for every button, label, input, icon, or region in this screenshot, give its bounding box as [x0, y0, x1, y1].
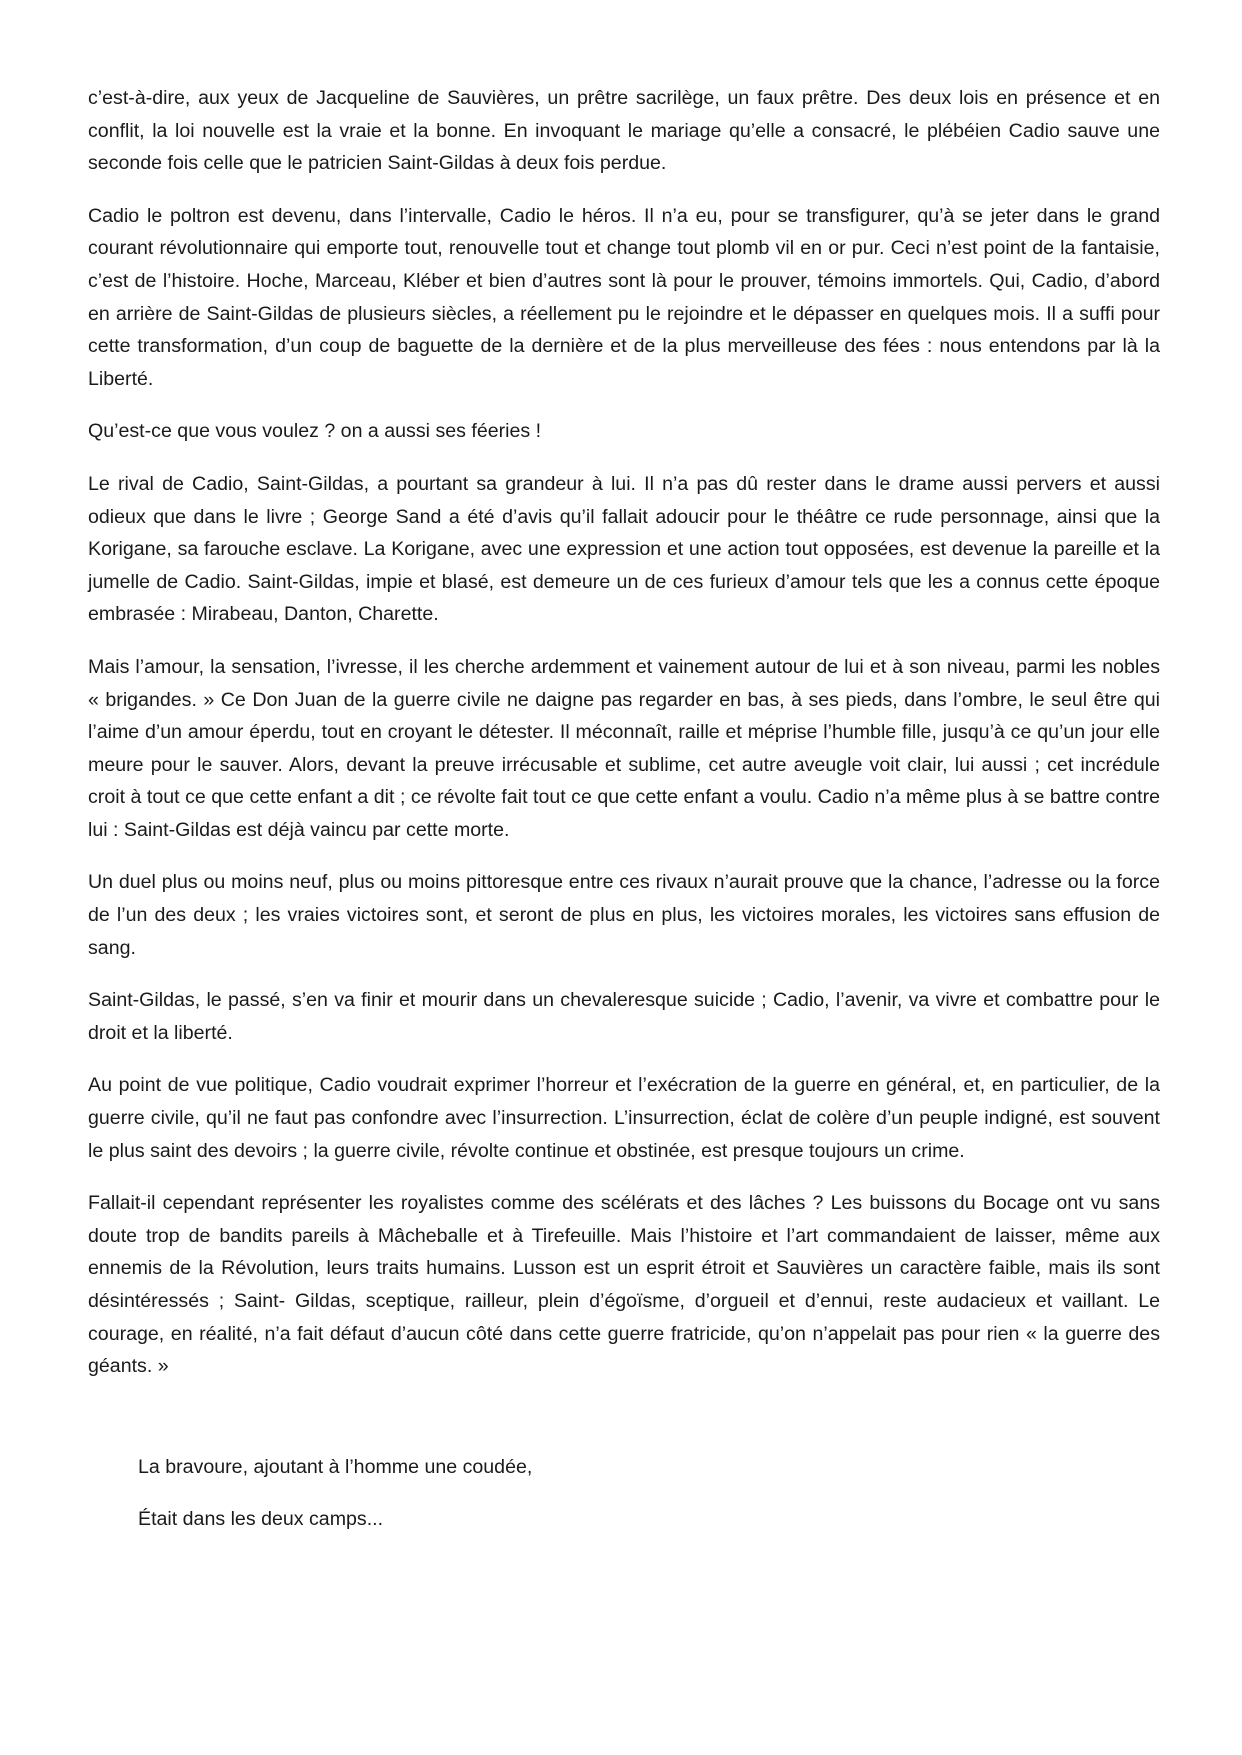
paragraph: Au point de vue politique, Cadio voudrait exprimer l’horreur et l’exécration de la guerre en général, et, en particulier, de la guerre civile, qu’il ne faut pas confondre avec l’insurrection. L’insurrection, éclat de colère d’un peuple indigné, est souvent le plus saint des devoirs ; la guerre civile, révolte continue et obstinée, est presque toujours un crime. — [88, 1074, 1160, 1162]
paragraph: Qu’est-ce que vous voulez ? on a aussi ses féeries ! — [88, 420, 542, 443]
paragraph: c’est-à-dire, aux yeux de Jacqueline de Sauvières, un prêtre sacrilège, un faux prêtre. Des deux lois en présence et en conflit, la loi nouvelle est la vraie et la bonne. En invoquant le mariage qu’elle a consacré, le plébéien Cadio sauve une seconde fois celle que le patricien Saint-Gildas à deux fois perdue. — [88, 87, 1160, 175]
verse-line: Était dans les deux camps... — [138, 1508, 384, 1531]
paragraph: Le rival de Cadio, Saint-Gildas, a pourtant sa grandeur à lui. Il n’a pas dû rester dans le drame aussi pervers et aussi odieux que dans le livre ; George Sand a été d’avis qu’il fallait adoucir pour le théâtre ce rude personnage, ainsi que la Korigane, sa farouche esclave. La Korigane, avec une expression et une action tout opposées, est devenue la pareille et la jumelle de Cadio. Saint-Gildas, impie et blasé, est demeure un de ces furieux d’amour tels que les a connus cette époque embrasée : Mirabeau, Danton, Charette. — [88, 472, 1160, 626]
document-page — [88, 82, 1160, 1556]
paragraph: Fallait-il cependant représenter les royalistes comme des scélérats et des lâches ? Les buissons du Bocage ont vu sans doute trop de bandits pareils à Mâcheballe et à Tirefeuille. Mais l’histoire et l’art commandaient de laisser, même aux ennemis de la Révolution, leurs traits humains. Lusson est un esprit étroit et Sauvières un caractère faible, mais ils sont désintéressés ; Saint- Gildas, sceptique, railleur, plein d’égoïsme, d’orgueil et d’ennui, reste audacieux et vaillant. Le courage, en réalité, n’a fait défaut d’aucun côté dans cette guerre fratricide, qu’on n’appelait pas pour rien « la guerre des géants. » — [88, 1192, 1160, 1378]
paragraph: Mais l’amour, la sensation, l’ivresse, il les cherche ardemment et vainement autour de lui et à son niveau, parmi les nobles « brigandes. » Ce Don Juan de la guerre civile ne daigne pas regarder en bas, à ses pieds, dans l’ombre, le seul être qui l’aime d’un amour éperdu, tout en croyant le détester. Il méconnaît, raille et méprise l’humble fille, jusqu’à ce qu’un jour elle meure pour le sauver. Alors, devant la preuve irrécusable et sublime, cet autre aveugle voit clair, lui aussi ; cet incrédule croit à tout ce que cette enfant a dit ; ce révolte fait tout ce que cette enfant a voulu. Cadio n’a même plus à se battre contre lui : Saint-Gildas est déjà vaincu par cette morte. — [88, 655, 1160, 841]
paragraph: Cadio le poltron est devenu, dans l’intervalle, Cadio le héros. Il n’a eu, pour se transfigurer, qu’à se jeter dans le grand courant révolutionnaire qui emporte tout, renouvelle tout et change tout plomb vil en or pur. Ceci n’est point de la fantaisie, c’est de l’histoire. Hoche, Marceau, Kléber et bien d’autres sont là pour le prouver, témoins immortels. Qui, Cadio, d’abord en arrière de Saint-Gildas de plusieurs siècles, a réellement pu le rejoindre et le dépasser en quelques mois. Il a suffi pour cette transformation, d’un coup de baguette de la dernière et de la plus merveilleuse des fées : nous entendons par là la Liberté. — [88, 204, 1160, 390]
paragraph: Un duel plus ou moins neuf, plus ou moins pittoresque entre ces rivaux n’aurait prouve que la chance, l’adresse ou la force de l’un des deux ; les vraies victoires sont, et seront de plus en plus, les victoires morales, les victoires sans effusion de sang. — [88, 871, 1160, 959]
spacer — [88, 1403, 1160, 1451]
paragraph: Saint-Gildas, le passé, s’en va finir et mourir dans un chevaleresque suicide ; Cadio, l’avenir, va vivre et combattre pour le droit et la liberté. — [88, 989, 1160, 1044]
verse-line: La bravoure, ajoutant à l’homme une coudée, — [138, 1455, 533, 1478]
